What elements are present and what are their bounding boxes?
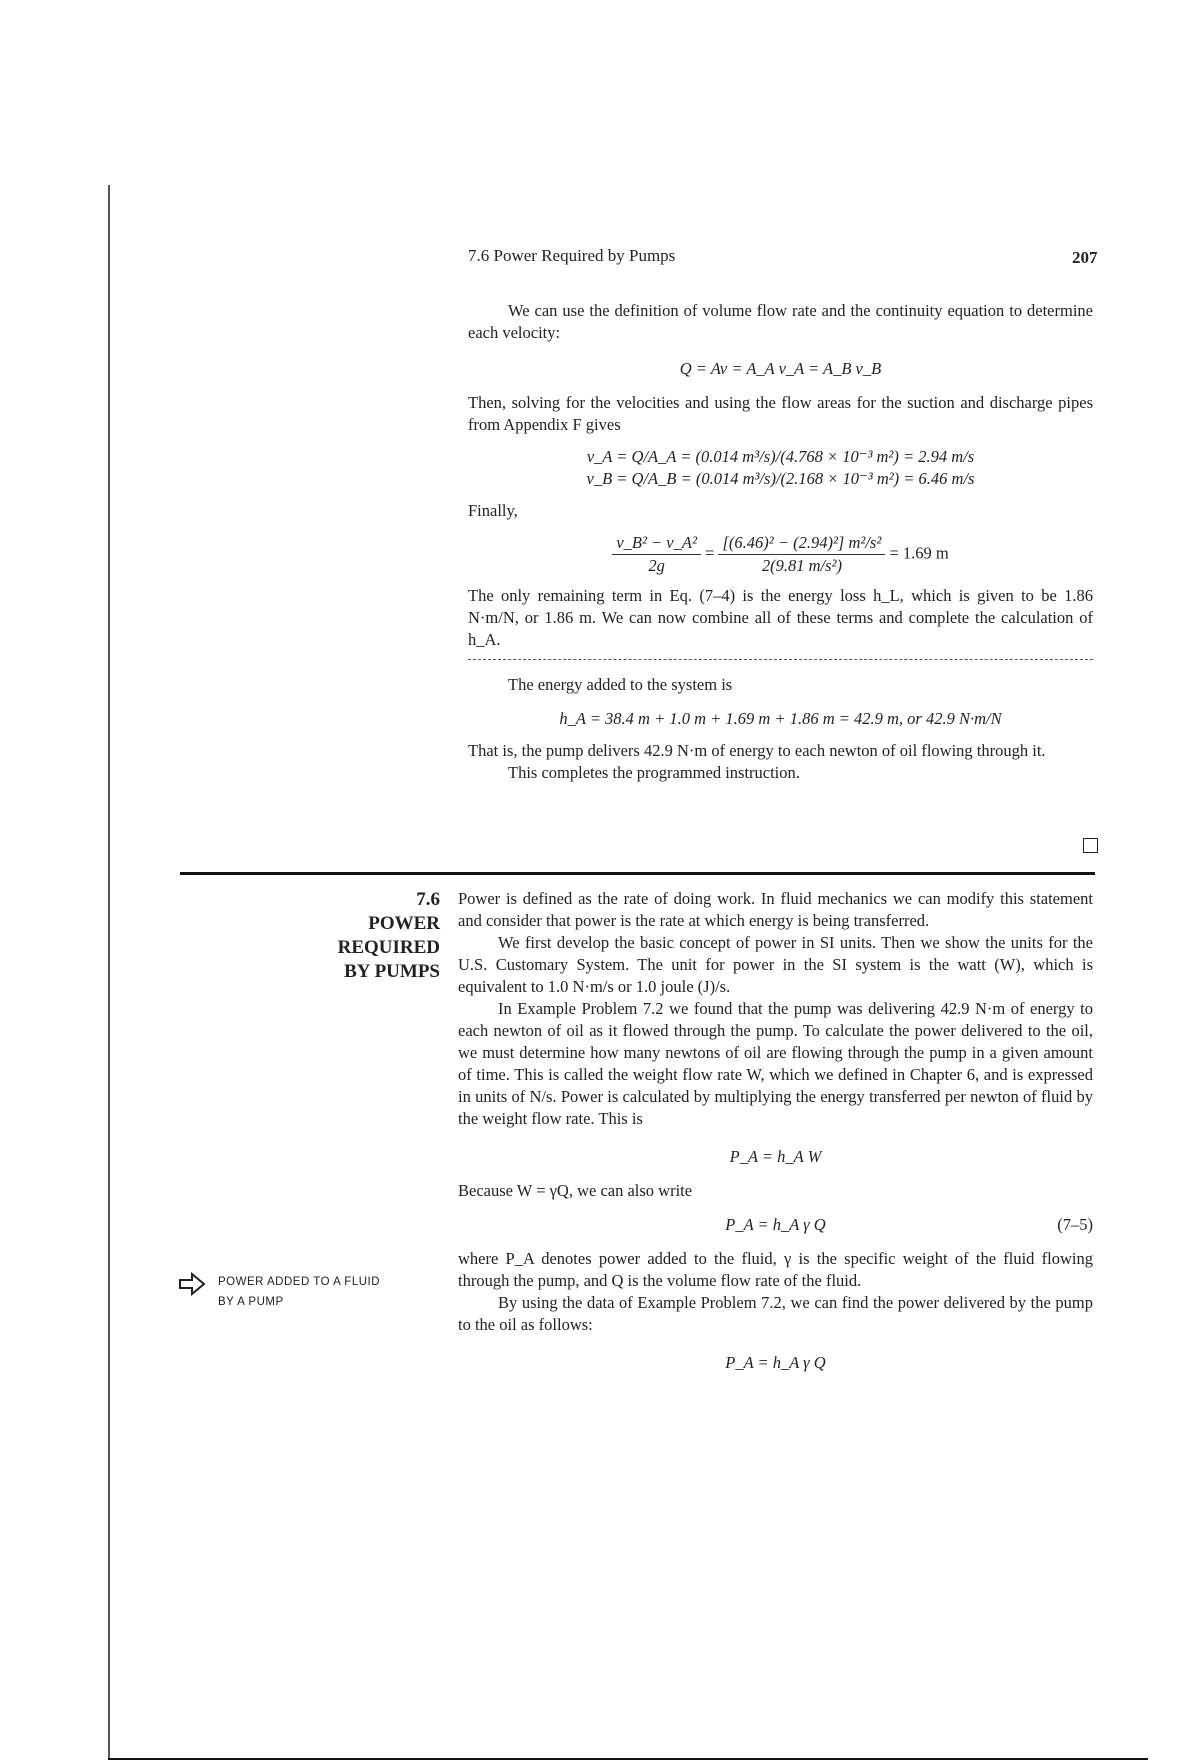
equation-velocity-a: v_A = Q/A_A = (0.014 m³/s)/(4.768 × 10⁻³ m²) = 2.94 m/s [586, 447, 975, 466]
section-body [458, 888, 1093, 1374]
paragraph-finally: Finally, [468, 501, 518, 520]
paragraph: where P_A denotes power added to the fluid, γ is the specific weight of the fluid flowing through the pump, and Q is the volume flow rate of the fluid. [458, 1249, 1093, 1290]
paragraph: The energy added to the system is [508, 675, 733, 694]
dashed-divider [468, 659, 1093, 660]
paragraph: We first develop the basic concept of power in SI units. Then we show the units for the U.S. Customary System. The unit for power in the SI system is the watt (W), which is equivalent to 1.0 N·m/s or 1.0 joule (J)/s. [458, 933, 1093, 996]
equation-number: (7–5) [1057, 1215, 1093, 1234]
paragraph: Power is defined as the rate of doing work. In fluid mechanics we can modify this statement and consider that power is the rate at which energy is being transferred. [458, 889, 1093, 930]
paragraph: That is, the pump delivers 42.9 N·m of energy to each newton of oil flowing through it. [468, 741, 1046, 760]
equation-power: P_A = h_A γ Q [725, 1215, 826, 1234]
section-heading [270, 888, 440, 984]
paragraph: By using the data of Example Problem 7.2, we can find the power delivered by the pump to the oil as follows: [458, 1293, 1093, 1334]
arrow-pointer-icon [178, 1272, 206, 1296]
example-continuation [468, 300, 1093, 784]
paragraph: The only remaining term in Eq. (7–4) is the energy loss h_L, which is given to be 1.86 N·m/N, or 1.86 m. We can now combine all of these terms and complete the calculation of h_A. [468, 586, 1093, 649]
paragraph: In Example Problem 7.2 we found that the pump was delivering 42.9 N·m of energy to each newton of oil as it flowed through the pump. To calculate the power delivered to the oil, we must determine how many newtons of oil are flowing through the pump in a given amount of time. This is called the weight flow rate W, which we defined in Chapter 6, and is expressed in units of N/s. Power is calculated by multiplying the energy transferred per newton of fluid by the weight flow rate. This is [458, 999, 1093, 1128]
equation-power-final: P_A = h_A γ Q [725, 1353, 826, 1372]
page-number: 207 [1072, 248, 1098, 267]
section-title-line1: POWER REQUIRED [337, 913, 440, 958]
fraction-left: $\frac{\text{v\_B² − v\_A²}}{2g}$ [612, 532, 701, 577]
margin-note-line2: BY A PUMP [218, 1296, 284, 1308]
equation-continuity: Q = Av = A_A v_A = A_B v_B [679, 359, 882, 378]
paragraph: This completes the programmed instruction. [508, 763, 800, 782]
running-head: 7.6 Power Required by Pumps [468, 246, 676, 265]
section-title-line2: BY PUMPS [344, 961, 440, 982]
equation-velocity-head: $\frac{\text{v\_B² − v\_A²}}{2g}$ = $\frac{\text{[(6.46)² − (2.94)²] m²/s²}}{\text{2(9.81 m/s²)}}$ = 1.69 m [468, 532, 1093, 577]
paragraph: Because W = γQ, we can also write [458, 1181, 693, 1200]
paragraph: We can use the definition of volume flow rate and the continuity equation to determine each velocity: [468, 301, 1093, 342]
margin-note [218, 1272, 380, 1312]
end-of-example-icon [1083, 838, 1098, 853]
equation-power-weight: P_A = h_A W [729, 1147, 822, 1166]
equation-row-7-5 [458, 1214, 1093, 1236]
equation-energy-added: h_A = 38.4 m + 1.0 m + 1.69 m + 1.86 m = 42.9 m, or 42.9 N·m/N [559, 709, 1002, 728]
equation-velocity-b: v_B = Q/A_B = (0.014 m³/s)/(2.168 × 10⁻³ m²) = 6.46 m/s [586, 469, 975, 488]
fraction-middle: $\frac{\text{[(6.46)² − (2.94)²] m²/s²}}{\text{2(9.81 m/s²)}}$ [718, 532, 885, 577]
scan-edge-line [108, 185, 110, 1760]
margin-note-line1: POWER ADDED TO A FLUID [218, 1276, 381, 1288]
section-divider-rule [180, 872, 1095, 875]
section-number: 7.6 [416, 889, 440, 910]
paragraph: Then, solving for the velocities and using the flow areas for the suction and discharge pipes from Appendix F gives [468, 393, 1093, 434]
